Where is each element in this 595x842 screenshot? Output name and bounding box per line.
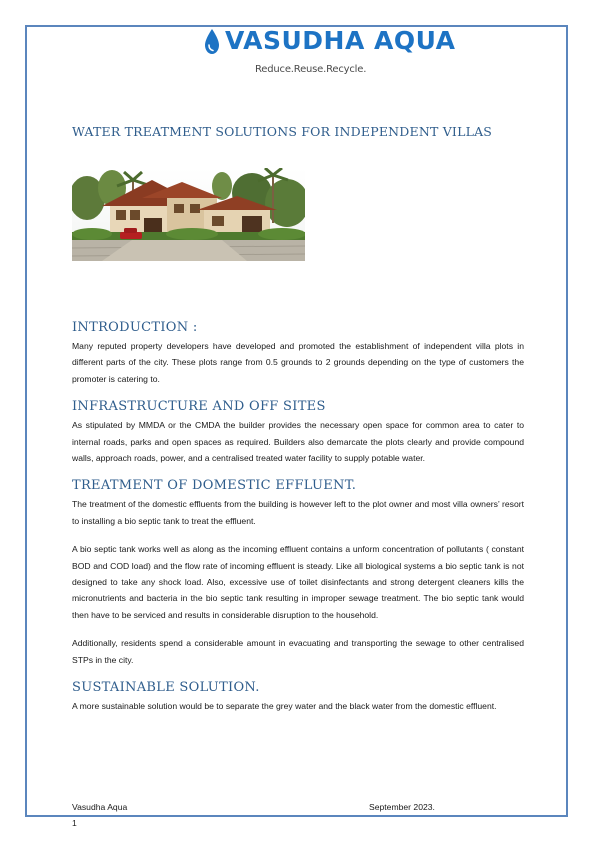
section-heading: SUSTAINABLE SOLUTION. [72, 680, 260, 696]
section-paragraph: As stipulated by MMDA or the CMDA the builder provides the necessary open space for common area to cater to internal roads, parks and open spaces as required. Builders also demarcate the plots clearly and provide compound walls, approach roads, power, and a centralised treated water facility to supply potable water. [72, 420, 524, 464]
water-drop-icon [203, 28, 221, 56]
section-paragraph: The treatment of the domestic effluents from the building is however left to the plot owner and most villa owners’ resort to installing a bio septic tank to treat the effluent. [72, 499, 524, 526]
section-introduction [72, 320, 524, 387]
section-heading: INTRODUCTION : [72, 320, 198, 335]
page-number: 1 [72, 818, 77, 828]
section-heading: TREATMENT OF DOMESTIC EFFLUENT. [72, 478, 357, 494]
section-sustainable [72, 680, 524, 714]
section-paragraph: Additionally, residents spend a considerable amount in evacuating and transporting the sewage to other centralised STPs in the city. [72, 638, 524, 665]
footer-date: September 2023. [369, 802, 435, 812]
section-infrastructure [72, 399, 524, 466]
section-paragraph: Many reputed property developers have developed and promoted the establishment of independent villa plots in different parts of the city. These plots range from 0.5 grounds to 2 grounds depending on the type of customers the promoter is catering to. [72, 341, 524, 384]
logo-tagline: Reduce.Reuse.Recycle. [255, 64, 367, 75]
document-title: WATER TREATMENT SOLUTIONS FOR INDEPENDENT VILLAS [72, 124, 493, 139]
section-treatment [72, 478, 524, 668]
company-logo [203, 26, 456, 78]
footer-company: Vasudha Aqua [72, 802, 128, 812]
section-paragraph: A bio septic tank works well as along as the incoming effluent contains a unform concentration of pollutants ( constant BOD and COD load) and the flow rate of incoming effluent is steady. Like all biological systems a bio septic tank is not designed to take any shock load. Also, excessive use of toilet disinfectants and strong detergent cleaners kills the micronutrients and bacteria in the bio septic tank resulting in improper sewage treatment. The bio septic tank would then have to be serviced and results in considerable disruption to the household. [72, 544, 524, 620]
section-heading: INFRASTRUCTURE AND OFF SITES [72, 399, 326, 415]
villa-photo [72, 168, 305, 261]
villa-illustration [72, 168, 305, 261]
section-paragraph: A more sustainable solution would be to separate the grey water and the black water from the domestic effluent. [72, 701, 497, 712]
logo-wordmark: VASUDHA AQUA [225, 26, 456, 55]
document-body [72, 320, 524, 727]
